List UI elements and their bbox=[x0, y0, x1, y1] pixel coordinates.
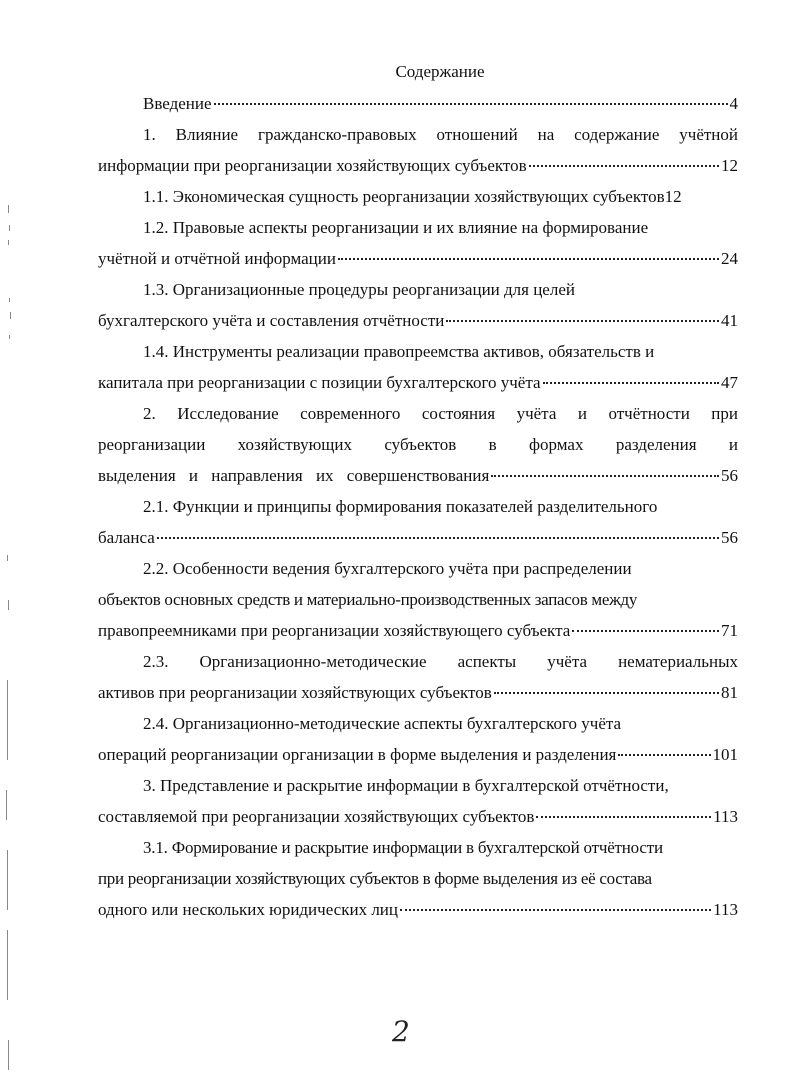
toc-entry-text: Введение bbox=[143, 94, 212, 113]
toc-entry-1-1[interactable] bbox=[98, 181, 738, 212]
toc-entry-chapter-1[interactable] bbox=[98, 119, 738, 181]
toc-entry-text: 1. Влияние гражданско-правовых отношений на содержание учётной bbox=[143, 125, 738, 144]
leader-dots bbox=[400, 909, 711, 911]
toc-entry-1-2[interactable] bbox=[98, 212, 738, 274]
toc-entry-text: информации при реорганизации хозяйствующих субъектов bbox=[98, 156, 527, 175]
toc-entry-text: 2.1. Функции и принципы формирования показателей разделительного bbox=[143, 497, 658, 516]
toc-entry-2-3[interactable] bbox=[98, 646, 738, 708]
leader-dots bbox=[529, 165, 719, 167]
toc-entry-text: одного или нескольких юридических лиц bbox=[98, 900, 399, 919]
toc-entry-text: 3.1. Формирование и раскрытие информации в бухгалтерской отчётности bbox=[143, 838, 663, 857]
toc-entry-text: 3. Представление и раскрытие информации в бухгалтерской отчётности, bbox=[143, 776, 669, 795]
toc-entry-introduction[interactable] bbox=[98, 88, 738, 119]
leader-dots bbox=[494, 692, 719, 694]
toc-entry-text: бухгалтерского учёта и составления отчётности bbox=[98, 311, 445, 330]
toc-entry-text: активов при реорганизации хозяйствующих субъектов bbox=[98, 683, 492, 702]
toc-page-number: 101 bbox=[712, 745, 738, 764]
toc-entry-text: правопреемниками при реорганизации хозяйствующего субъекта bbox=[98, 621, 571, 640]
toc-entry-text: 1.4. Инструменты реализации правопреемства активов, обязательств и bbox=[143, 342, 655, 361]
toc-entry-2-1[interactable] bbox=[98, 491, 738, 553]
toc-entry-text: при реорганизации хозяйствующих субъектов в форме выделения из её состава bbox=[98, 869, 652, 888]
toc-entry-text: выделения и направления их совершенствования bbox=[98, 466, 490, 485]
leader-dots bbox=[543, 382, 719, 384]
toc-page-number: 81 bbox=[721, 683, 738, 702]
toc-entry-2-4[interactable] bbox=[98, 708, 738, 770]
leader-dots bbox=[491, 475, 719, 477]
handwritten-page-number: 2 bbox=[392, 1015, 410, 1048]
leader-dots bbox=[446, 320, 719, 322]
toc-entry-text: баланса bbox=[98, 528, 155, 547]
toc-entry-text: 1.3. Организационные процедуры реорганизации для целей bbox=[143, 280, 575, 299]
toc-entry-text: 2. Исследование современного состояния учёта и отчётности при bbox=[143, 404, 738, 423]
toc-page-number: 4 bbox=[729, 94, 738, 113]
toc-page-number: 12 bbox=[721, 156, 738, 175]
toc-entry-text: 1.1. Экономическая сущность реорганизации хозяйствующих субъектов bbox=[143, 187, 665, 206]
toc-page-number: 113 bbox=[713, 900, 738, 919]
toc-entry-text: составляемой при реорганизации хозяйствующих субъектов bbox=[98, 807, 535, 826]
leader-dots bbox=[157, 537, 719, 539]
toc-entry-2-2[interactable] bbox=[98, 553, 738, 646]
leader-dots bbox=[214, 103, 728, 105]
toc-page-number: 41 bbox=[721, 311, 738, 330]
toc-entry-text: 1.2. Правовые аспекты реорганизации и их влияние на формирование bbox=[143, 218, 649, 237]
toc-page-number: 12 bbox=[664, 187, 682, 206]
leader-dots bbox=[338, 258, 719, 260]
toc-entry-1-4[interactable] bbox=[98, 336, 738, 398]
toc-entry-text: 2.4. Организационно-методические аспекты бухгалтерского учёта bbox=[143, 714, 622, 733]
toc-page-number: 24 bbox=[721, 249, 738, 268]
toc-page-number: 47 bbox=[721, 373, 738, 392]
toc-entry-text: 2.2. Особенности ведения бухгалтерского учёта при распределении bbox=[143, 559, 632, 578]
toc-entry-text: 2.3. Организационно-методические аспекты учёта нематериальных bbox=[143, 652, 738, 671]
leader-dots bbox=[536, 816, 711, 818]
toc-entry-text: реорганизации хозяйствующих субъектов в формах разделения и bbox=[98, 435, 738, 454]
toc-entry-chapter-2[interactable] bbox=[98, 398, 738, 491]
leader-dots bbox=[572, 630, 719, 632]
toc-entry-chapter-3[interactable] bbox=[98, 770, 738, 832]
toc-page-number: 113 bbox=[713, 807, 738, 826]
toc-entry-text: объектов основных средств и материально-производственных запасов между bbox=[98, 590, 638, 609]
scan-margin-specks bbox=[0, 0, 30, 1085]
toc-entry-text: капитала при реорганизации с позиции бухгалтерского учёта bbox=[98, 373, 541, 392]
toc-entry-text: учётной и отчётной информации bbox=[98, 249, 336, 268]
leader-dots bbox=[618, 754, 710, 756]
toc-entry-3-1[interactable] bbox=[98, 832, 738, 925]
toc-entry-text: операций реорганизации организации в форме выделения и разделения bbox=[98, 745, 617, 764]
toc-title: Содержание bbox=[395, 62, 485, 81]
toc-page-number: 56 bbox=[721, 528, 738, 547]
toc-page-number: 71 bbox=[721, 621, 738, 640]
toc-page-number: 56 bbox=[721, 466, 738, 485]
toc-entry-1-3[interactable] bbox=[98, 274, 738, 336]
